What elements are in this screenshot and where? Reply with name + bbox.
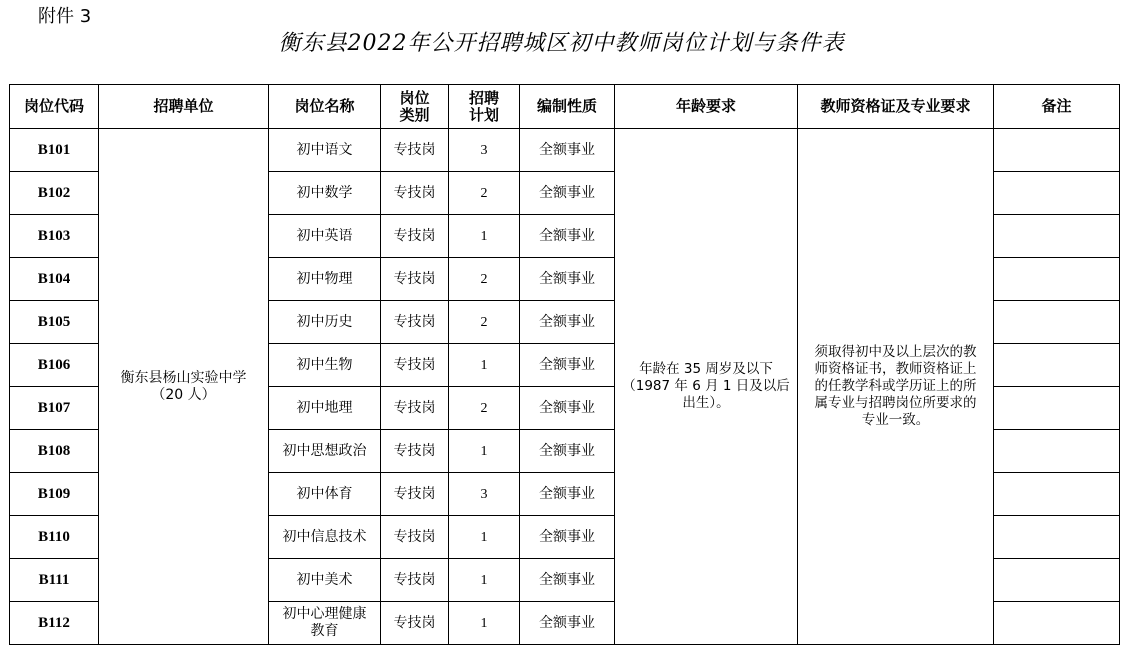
nature-cell: 全额事业 — [520, 129, 615, 172]
nature-cell: 全额事业 — [520, 215, 615, 258]
post-name-cell: 初中数学 — [269, 172, 381, 215]
post-code-cell: B103 — [10, 215, 99, 258]
header-post-name: 岗位名称 — [269, 85, 381, 129]
post-code-cell: B106 — [10, 344, 99, 387]
remarks-cell — [994, 559, 1120, 602]
remarks-cell — [994, 387, 1120, 430]
remarks-cell — [994, 215, 1120, 258]
table-row — [10, 129, 1120, 172]
post-code-cell: B105 — [10, 301, 99, 344]
age-requirement-cell: 年龄在 35 周岁及以下 （1987 年 6 月 1 日及以后 出生）。 — [615, 129, 798, 645]
attachment-label: 附件 3 — [38, 6, 92, 27]
post-code-cell: B102 — [10, 172, 99, 215]
nature-cell: 全额事业 — [520, 473, 615, 516]
post-code-cell: B110 — [10, 516, 99, 559]
plan-cell: 1 — [449, 602, 520, 645]
header-age: 年龄要求 — [615, 85, 798, 129]
remarks-cell — [994, 344, 1120, 387]
post-code-cell: B107 — [10, 387, 99, 430]
plan-cell: 2 — [449, 258, 520, 301]
post-name-cell: 初中历史 — [269, 301, 381, 344]
remarks-cell — [994, 258, 1120, 301]
post-type-cell: 专技岗 — [381, 473, 449, 516]
remarks-cell — [994, 473, 1120, 516]
post-code-cell: B112 — [10, 602, 99, 645]
post-type-cell: 专技岗 — [381, 344, 449, 387]
post-code-cell: B101 — [10, 129, 99, 172]
post-type-cell: 专技岗 — [381, 387, 449, 430]
post-name-cell: 初中美术 — [269, 559, 381, 602]
post-type-cell: 专技岗 — [381, 215, 449, 258]
post-type-cell: 专技岗 — [381, 602, 449, 645]
plan-cell: 2 — [449, 172, 520, 215]
nature-cell: 全额事业 — [520, 602, 615, 645]
post-name-cell: 初中语文 — [269, 129, 381, 172]
plan-cell: 2 — [449, 387, 520, 430]
post-type-cell: 专技岗 — [381, 559, 449, 602]
plan-cell: 1 — [449, 516, 520, 559]
post-type-cell: 专技岗 — [381, 258, 449, 301]
post-code-cell: B109 — [10, 473, 99, 516]
unit-cell: 衡东县杨山实验中学 （20 人） — [99, 129, 269, 645]
plan-cell: 2 — [449, 301, 520, 344]
post-code-cell: B104 — [10, 258, 99, 301]
post-name-cell: 初中信息技术 — [269, 516, 381, 559]
header-remarks: 备注 — [994, 85, 1120, 129]
plan-cell: 3 — [449, 129, 520, 172]
remarks-cell — [994, 129, 1120, 172]
post-name-cell: 初中体育 — [269, 473, 381, 516]
post-name-cell: 初中物理 — [269, 258, 381, 301]
remarks-cell — [994, 602, 1120, 645]
post-name-cell: 初中英语 — [269, 215, 381, 258]
plan-cell: 1 — [449, 215, 520, 258]
plan-cell: 1 — [449, 559, 520, 602]
nature-cell: 全额事业 — [520, 559, 615, 602]
recruitment-table — [9, 84, 1120, 645]
header-row — [10, 85, 1120, 129]
post-type-cell: 专技岗 — [381, 129, 449, 172]
remarks-cell — [994, 516, 1120, 559]
post-code-cell: B108 — [10, 430, 99, 473]
header-post-type: 岗位 类别 — [381, 85, 449, 129]
post-name-cell: 初中心理健康 教育 — [269, 602, 381, 645]
remarks-cell — [994, 172, 1120, 215]
post-type-cell: 专技岗 — [381, 301, 449, 344]
post-code-cell: B111 — [10, 559, 99, 602]
post-name-cell: 初中生物 — [269, 344, 381, 387]
nature-cell: 全额事业 — [520, 516, 615, 559]
nature-cell: 全额事业 — [520, 172, 615, 215]
header-nature: 编制性质 — [520, 85, 615, 129]
post-type-cell: 专技岗 — [381, 172, 449, 215]
nature-cell: 全额事业 — [520, 258, 615, 301]
header-cert: 教师资格证及专业要求 — [798, 85, 994, 129]
remarks-cell — [994, 301, 1120, 344]
cert-requirement-cell: 须取得初中及以上层次的教 师资格证书，教师资格证上 的任教学科或学历证上的所 属专业与招聘岗位所要求的 专业一致。 — [798, 129, 994, 645]
post-type-cell: 专技岗 — [381, 516, 449, 559]
plan-cell: 3 — [449, 473, 520, 516]
nature-cell: 全额事业 — [520, 301, 615, 344]
remarks-cell — [994, 430, 1120, 473]
header-plan: 招聘 计划 — [449, 85, 520, 129]
post-type-cell: 专技岗 — [381, 430, 449, 473]
post-name-cell: 初中思想政治 — [269, 430, 381, 473]
plan-cell: 1 — [449, 430, 520, 473]
nature-cell: 全额事业 — [520, 430, 615, 473]
post-name-cell: 初中地理 — [269, 387, 381, 430]
nature-cell: 全额事业 — [520, 387, 615, 430]
document-title: 衡东县2022年公开招聘城区初中教师岗位计划与条件表 — [278, 31, 845, 56]
header-unit: 招聘单位 — [99, 85, 269, 129]
plan-cell: 1 — [449, 344, 520, 387]
nature-cell: 全额事业 — [520, 344, 615, 387]
header-post-code: 岗位代码 — [10, 85, 99, 129]
